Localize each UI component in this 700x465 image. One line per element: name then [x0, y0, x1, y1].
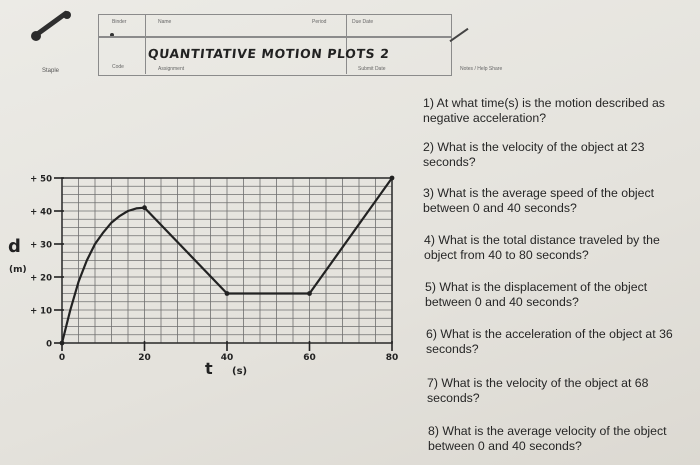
- y-tick-label: + 20: [30, 273, 52, 284]
- question-3: 3) What is the average speed of the object between 0 and 40 seconds?: [423, 186, 655, 215]
- question-2: 2) What is the velocity of the object at 23 seconds?: [423, 140, 645, 169]
- y-tick-label: + 50: [30, 174, 52, 185]
- question-6: 6) What is the acceleration of the object at 36 seconds?: [426, 327, 673, 356]
- y-tick-label: + 30: [30, 240, 52, 251]
- y-tick-label: + 10: [30, 306, 52, 317]
- y-axis-unit: (m): [9, 265, 27, 275]
- assignment-label: Assignment: [158, 66, 185, 72]
- submit-date-label: Submit Date: [358, 66, 386, 72]
- name-label: Name: [158, 19, 172, 25]
- x-tick-label: 0: [58, 353, 66, 363]
- y-tick-label: 0: [46, 339, 52, 350]
- y-axis-letter: d: [8, 236, 21, 257]
- y-tick-label: + 40: [30, 207, 52, 218]
- x-tick-label: 40: [220, 353, 234, 363]
- notes-label: Notes / Help Share: [460, 66, 503, 72]
- question-8: 8) What is the average velocity of the object between 0 and 40 seconds?: [428, 424, 667, 453]
- question-7: 7) What is the velocity of the object at 68 seconds?: [427, 376, 649, 405]
- worksheet-title: QUANTITATIVE MOTION PLOTS 2: [147, 46, 391, 61]
- code-label: Code: [112, 64, 124, 70]
- x-axis-letter: t: [205, 359, 213, 378]
- question-1: 1) At what time(s) is the motion described as negative acceleration?: [423, 96, 665, 125]
- question-5: 5) What is the displacement of the object between 0 and 40 seconds?: [425, 280, 648, 309]
- binder-label: Binder: [112, 19, 127, 25]
- staple-label: Staple: [42, 68, 60, 74]
- x-tick-label: 60: [303, 353, 316, 363]
- due-date-label: Due Date: [352, 19, 374, 25]
- x-tick-label: 80: [385, 353, 399, 363]
- question-4: 4) What is the total distance traveled by the object from 40 to 80 seconds?: [424, 233, 660, 262]
- x-tick-label: 20: [138, 353, 151, 363]
- period-label: Period: [312, 19, 327, 25]
- x-axis-unit: (s): [232, 366, 248, 377]
